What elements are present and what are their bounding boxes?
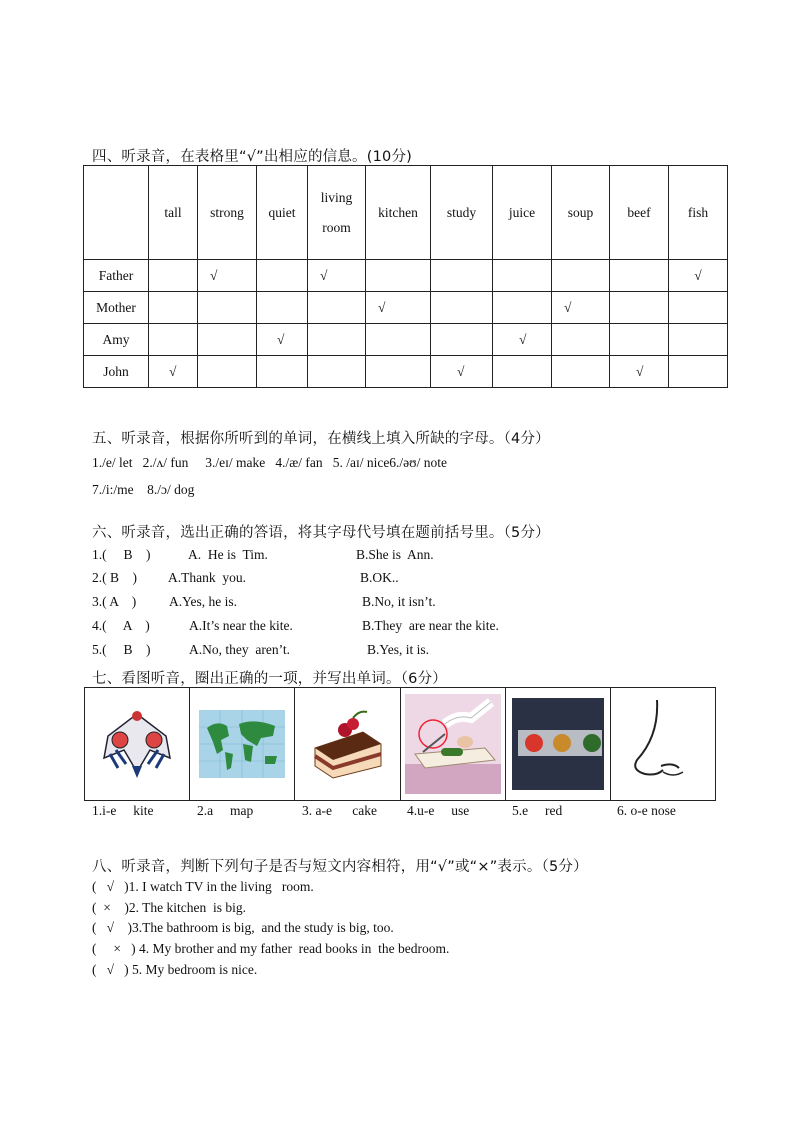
mark-cell <box>149 292 198 324</box>
q6-number: 3.( A ) <box>92 594 137 609</box>
q6-number: 1.( B ) <box>92 547 151 562</box>
mark-cell <box>669 324 728 356</box>
picture-strip <box>84 687 716 801</box>
nose-icon <box>623 696 703 792</box>
picture-captions <box>84 803 714 819</box>
column-header: beef <box>610 166 669 260</box>
map-picture <box>190 688 295 800</box>
mark-cell: √ <box>149 356 198 388</box>
phonics-line-1: 1./e/ let 2./ʌ/ fun 3./eɪ/ make 4./æ/ fan 5. /aɪ/ nice6./əʊ/ note <box>92 455 447 470</box>
mark-cell: √ <box>308 260 366 292</box>
mark-cell <box>198 292 257 324</box>
mark-cell: √ <box>493 324 552 356</box>
mark-cell <box>493 260 552 292</box>
mark-cell: √ <box>366 292 431 324</box>
kite-picture <box>85 688 190 800</box>
mark-cell <box>610 292 669 324</box>
mark-cell <box>149 260 198 292</box>
section4-heading: 四、听录音，在表格里“√”出相应的信息。(10分) <box>92 149 413 165</box>
section6-heading: 六、听录音，选出正确的答语，将其字母代号填在题前括号里。（5分） <box>92 525 550 541</box>
judgement-item: ( √ )1. I watch TV in the living room. <box>92 879 314 894</box>
listening-table <box>83 165 728 388</box>
judgement-item: ( √ ) 5. My bedroom is nice. <box>92 962 258 977</box>
mark-cell <box>198 324 257 356</box>
mark-cell <box>366 324 431 356</box>
mark-cell <box>431 324 493 356</box>
section7-heading: 七、看图听音，圈出正确的一项，并写出单词。（6分） <box>92 671 447 687</box>
cutting-board-icon <box>405 694 501 794</box>
mark-cell <box>669 292 728 324</box>
mark-cell <box>610 260 669 292</box>
mark-cell <box>366 260 431 292</box>
column-header: kitchen <box>366 166 431 260</box>
q6-option-a: A.Thank you. <box>168 570 246 585</box>
section5-heading: 五、听录音，根据你所听到的单词，在横线上填入所缺的字母。（4分） <box>92 431 550 447</box>
mark-cell: √ <box>431 356 493 388</box>
mark-cell <box>552 260 610 292</box>
nose-picture <box>611 688 715 800</box>
q6-option-b: B.Yes, it is. <box>367 642 430 657</box>
mark-cell <box>493 292 552 324</box>
mark-cell: √ <box>669 260 728 292</box>
table-row <box>84 324 728 356</box>
q6-number: 5.( B ) <box>92 642 151 657</box>
caption: 6. o-e nose <box>617 803 676 818</box>
mark-cell <box>552 356 610 388</box>
mark-cell <box>308 324 366 356</box>
column-header: fish <box>669 166 728 260</box>
column-header: strong <box>198 166 257 260</box>
phonics-line-2: 7./i:/me 8./ɔ/ dog <box>92 482 195 497</box>
column-header: juice <box>493 166 552 260</box>
cake-icon <box>307 708 387 780</box>
q6-option-b: B.She is Ann. <box>356 547 434 562</box>
traffic-light-picture <box>506 688 611 800</box>
caption: 4.u-e use <box>407 803 470 818</box>
column-header: living room <box>308 166 366 260</box>
row-name: Mother <box>84 292 149 324</box>
section8-heading: 八、听录音，判断下列句子是否与短文内容相符，用“√”或“×”表示。（5分） <box>92 859 588 875</box>
column-header: tall <box>149 166 198 260</box>
table-row <box>84 356 728 388</box>
q6-option-a: A.Yes, he is. <box>169 594 238 609</box>
judgement-item: ( √ )3.The bathroom is big, and the study is big, too. <box>92 920 394 935</box>
mark-cell: √ <box>552 292 610 324</box>
mark-cell <box>308 356 366 388</box>
mark-cell <box>366 356 431 388</box>
column-header: study <box>431 166 493 260</box>
row-name: Amy <box>84 324 149 356</box>
q6-number: 4.( A ) <box>92 618 150 633</box>
column-header: soup <box>552 166 610 260</box>
traffic-light-icon <box>512 698 604 790</box>
table-row <box>84 260 728 292</box>
mark-cell <box>669 356 728 388</box>
q6-option-b: B.OK.. <box>360 570 399 585</box>
mark-cell <box>257 356 308 388</box>
q6-option-a: A.It’s near the kite. <box>189 618 293 633</box>
judgement-item: ( × ) 4. My brother and my father read books in the bedroom. <box>92 941 450 956</box>
kite-icon <box>96 706 178 782</box>
caption: 3. a-e cake <box>302 803 377 818</box>
mark-cell <box>552 324 610 356</box>
row-name: John <box>84 356 149 388</box>
world-map-icon <box>199 710 285 778</box>
mark-cell <box>198 356 257 388</box>
q6-number: 2.( B ) <box>92 570 137 585</box>
cake-picture <box>295 688 400 800</box>
mark-cell <box>149 324 198 356</box>
q6-option-b: B.No, it isn’t. <box>362 594 436 609</box>
mark-cell: √ <box>610 356 669 388</box>
mark-cell <box>257 260 308 292</box>
q6-option-b: B.They are near the kite. <box>362 618 499 633</box>
mark-cell <box>308 292 366 324</box>
row-name: Father <box>84 260 149 292</box>
q6-option-a: A. He is Tim. <box>188 547 268 562</box>
caption: 1.i-e kite <box>92 803 154 818</box>
mark-cell: √ <box>257 324 308 356</box>
mark-cell <box>431 260 493 292</box>
caption: 5.e red <box>512 803 563 818</box>
mark-cell <box>431 292 493 324</box>
judgement-item: ( × )2. The kitchen is big. <box>92 900 246 915</box>
mark-cell <box>493 356 552 388</box>
table-row <box>84 292 728 324</box>
cutting-picture <box>401 688 506 800</box>
q6-option-a: A.No, they aren’t. <box>189 642 290 657</box>
mark-cell <box>610 324 669 356</box>
table-corner <box>84 166 149 260</box>
mark-cell: √ <box>198 260 257 292</box>
column-header: quiet <box>257 166 308 260</box>
caption: 2.a map <box>197 803 254 818</box>
mark-cell <box>257 292 308 324</box>
